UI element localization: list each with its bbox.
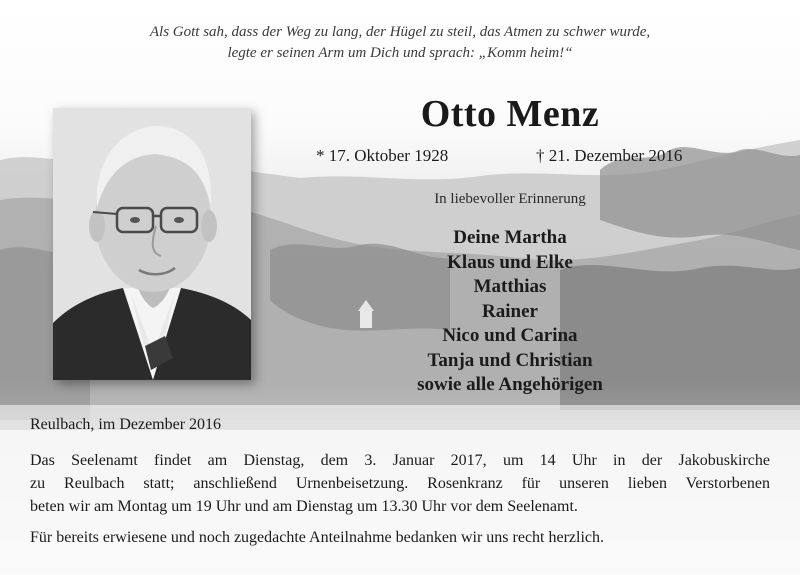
mourner-line: Deine Martha [453, 227, 567, 248]
mourner-line: Matthias [473, 276, 547, 297]
birth-date: * 17. Oktober 1928 [316, 146, 449, 165]
death-date: † 21. Dezember 2016 [536, 146, 683, 165]
service-line-3: beten wir am Montag um 19 Uhr und am Dienstag um 13.30 Uhr vor dem Seelenamt. [30, 498, 578, 515]
mourner-line: Klaus und Elke [447, 251, 573, 273]
mourner-line: Tanja und Christian [427, 349, 593, 371]
service-line-2: zu Reulbach statt; anschließend Urnenbeisetzung. Rosenkranz für unseren lieben Verstorbenen [30, 475, 770, 492]
portrait-photo [53, 108, 251, 380]
mourner-line: Rainer [482, 300, 538, 322]
thanks-line: Für bereits erwiesene und noch zugedachte Anteilnahme bedanken wir uns recht herzlich. [30, 529, 605, 546]
service-line-1: Das Seelenamt findet am Dienstag, dem 3. Januar 2017, um 14 Uhr in der Jakobuskirche [30, 452, 770, 469]
memory-line: In liebevoller Erinnerung [434, 191, 586, 207]
deceased-name: Otto Menz [420, 93, 600, 135]
service-info [30, 449, 770, 518]
mourners-list [360, 226, 660, 398]
quote-line-2: legte er seinen Arm um Dich und sprach: „Komm heim!“ [227, 45, 573, 61]
quote-line-1: Als Gott sah, dass der Weg zu lang, der Hügel zu steil, das Atmen zu schwer wurde, [149, 24, 651, 40]
mourner-line: sowie alle Angehörigen [417, 374, 603, 395]
memorial-quote [40, 22, 760, 64]
place-date: Reulbach, im Dezember 2016 [30, 416, 222, 433]
mourner-line: Nico und Carina [442, 325, 578, 346]
